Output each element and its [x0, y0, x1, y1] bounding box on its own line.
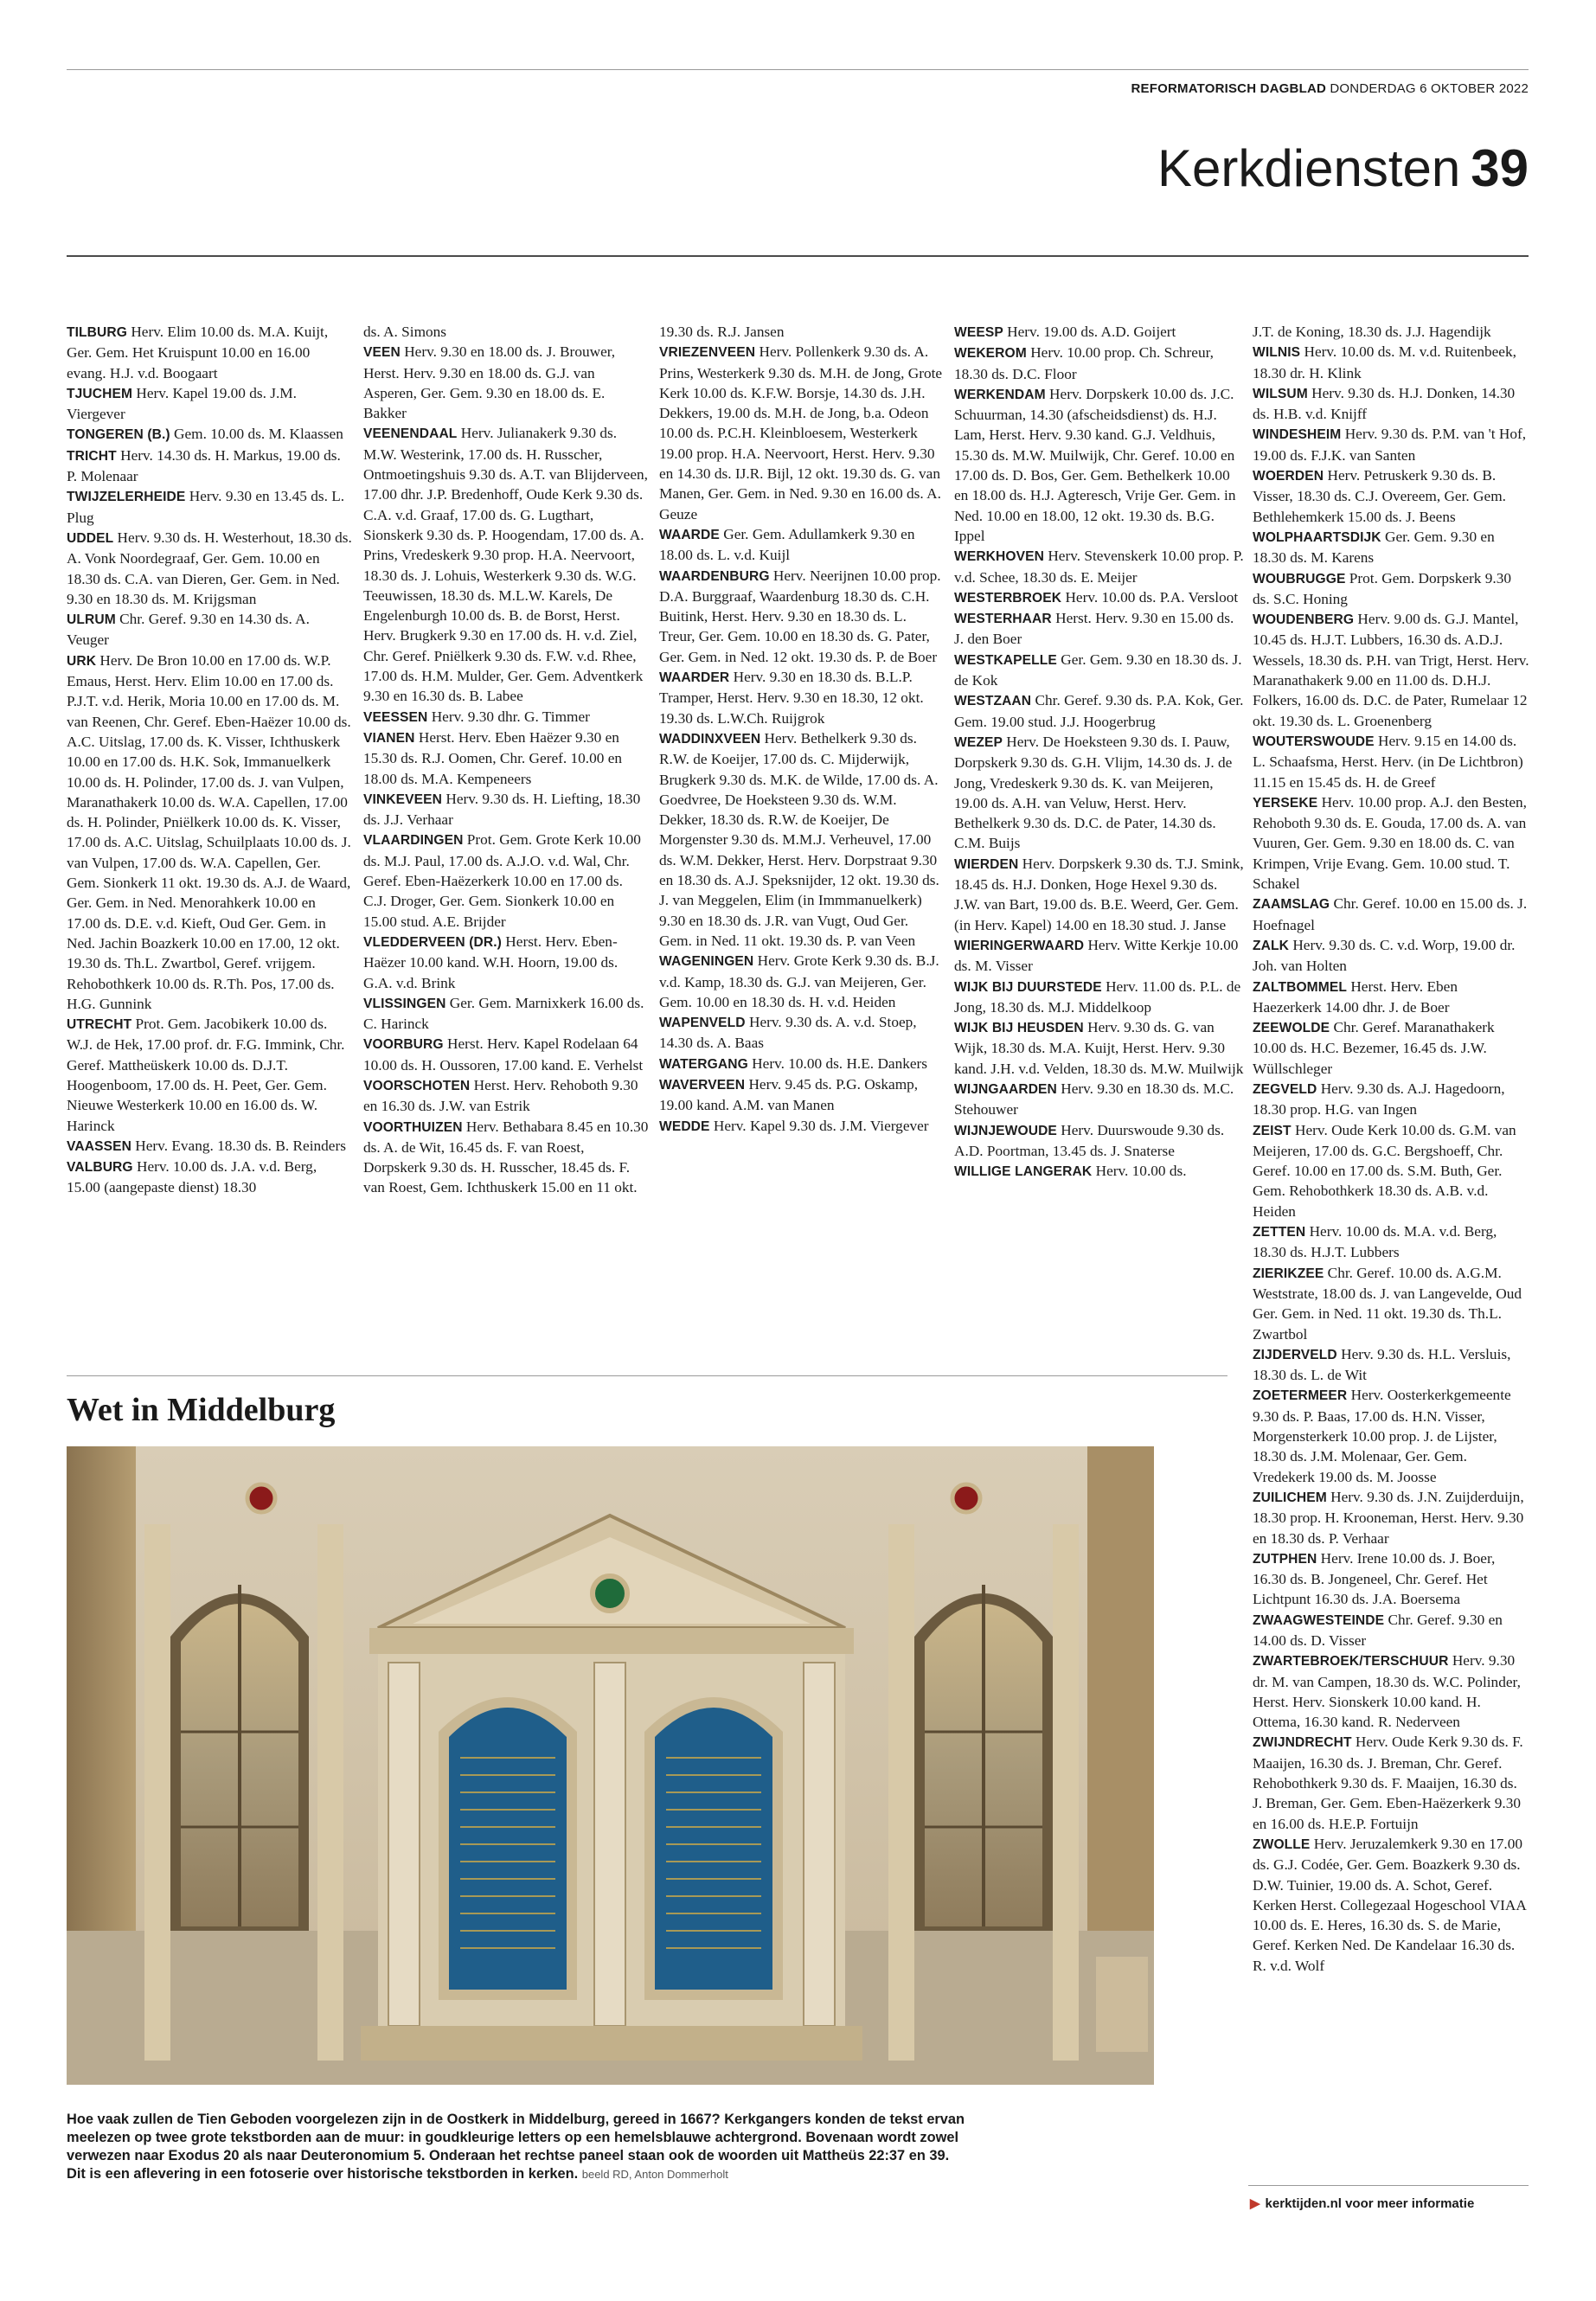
listing-place: VINKEVEEN [363, 792, 443, 807]
listing-place: VLEDDERVEEN (DR.) [363, 934, 502, 950]
listing-place: WOLPHAARTSDIJK [1253, 529, 1381, 545]
listing-text: Prot. Gem. Dorpskerk 9.30 ds. S.C. Honing [1253, 569, 1511, 607]
listing-entry [1253, 935, 1529, 977]
listing-place: WADDINXVEEN [659, 731, 761, 747]
listing-text: Chr. Geref. 9.30 en 14.30 ds. A. Veuger [67, 611, 310, 649]
listing-text: Herv. Oude Kerk 9.30 ds. F. Maaijen, 16.30 ds. J. Breman, Chr. Geref. Rehobothkerk 9.30 ds. F. Maaijen, 16.30 ds. J. Breman, Ger. Gem. Eben-Haëzerkerk 9.30 en 16.00 ds. H.E.P. Fortuijn [1253, 1734, 1523, 1832]
listing-place: WAGENINGEN [659, 954, 754, 970]
listing-place: UTRECHT [67, 1017, 132, 1033]
section-name: Kerkdiensten [1157, 139, 1461, 197]
listing-text: Herv. 10.00 prop. A.J. den Besten, Rehoboth 9.30 ds. E. Gouda, 17.00 ds. A. van Vuuren, Ger. Gem. 9.30 en 18.00 ds. C. van Krimpen, Vrije Evang. Gem. 10.00 stud. T. Schakel [1253, 793, 1527, 893]
listing-entry [1253, 1650, 1529, 1732]
listing-entry [1253, 1834, 1529, 1976]
listing-entry [363, 993, 649, 1035]
arrow-right-icon: ▶ [1250, 2196, 1260, 2211]
listing-entry [1253, 894, 1529, 935]
listing-entry [363, 322, 649, 342]
listing-text: Herv. Stevenskerk 10.00 prop. P. v.d. Schee, 18.30 ds. E. Meijer [954, 548, 1244, 586]
listing-text: Ger. Gem. Marnixkerk 16.00 ds. C. Harinck [363, 994, 644, 1033]
listing-place: VEEN [363, 345, 401, 361]
listing-entry [954, 322, 1244, 343]
listing-place: TILBURG [67, 325, 127, 340]
listing-text: Chr. Geref. Maranathakerk 10.00 ds. H.C. Bezemer, 16.45 ds. J.W. Wüllschleger [1253, 1019, 1495, 1077]
listing-entry [67, 1014, 352, 1136]
listing-place: ZEIST [1253, 1123, 1292, 1138]
listing-entry [363, 707, 649, 727]
listing-place: TRICHT [67, 448, 117, 464]
listing-place: WIERINGERWAARD [954, 938, 1085, 953]
listing-place: ZUILICHEM [1253, 1490, 1327, 1505]
listing-entry [1253, 1610, 1529, 1651]
listing-text: Herv. 9.30 en 13.45 ds. L. Plug [67, 488, 345, 526]
listing-place: WESTKAPELLE [954, 652, 1057, 668]
listing-text: Herst. Herv. Eben Haezerkerk 14.00 dhr. J. de Boer [1253, 977, 1458, 1016]
listing-entry [1253, 1079, 1529, 1120]
listing-place: WEZEP [954, 734, 1003, 750]
listing-place: WOUDENBERG [1253, 612, 1355, 628]
listing-place: VOORSCHOTEN [363, 1078, 471, 1093]
listing-entry [67, 528, 352, 609]
top-rule [67, 69, 1529, 70]
listing-entry [659, 322, 945, 342]
listing-text: Herv. Kapel 19.00 ds. J.M. Viergever [67, 384, 297, 423]
listing-entry [659, 342, 945, 524]
listing-text: 19.30 ds. R.J. Jansen [659, 324, 785, 340]
listing-text: Herv. Pollenkerk 9.30 ds. A. Prins, Westerkerk 9.30 ds. M.H. de Jong, Grote Kerk 10.00 ds. K.F.W. Borsje, 14.30 ds. J.H. Dekkers, 19.00 ds. M.H. de Jong, b.a. Odeon 10.00 ds. P.C.H. Kleinbloesem, Westerkerk 19.00 prop. H.A. Neervoort, Herst. Herv. 9.30 en 14.30 ds. IJ.R. Bijl, 12 okt. 19.30 ds. G. van Manen, Ger. Gem. in Ned. 9.30 en 16.00 ds. A. Geuze [659, 343, 943, 522]
listing-entry [1253, 1263, 1529, 1344]
listing-text: Herv. Elim 10.00 ds. M.A. Kuijt, Ger. Gem. Het Kruispunt 10.00 en 16.00 evang. H.J. v.d. Boogaart [67, 324, 329, 381]
listing-text: Herv. 9.30 en 18.30 ds. M.C. Stehouwer [954, 1080, 1234, 1118]
listing-text: Herst. Herv. Eben Haëzer 9.30 en 15.30 ds. R.J. Oomen, Chr. Geref. 10.00 en 18.00 ds. M.A. Kempeneers [363, 728, 623, 787]
listing-text: Herst. Herv. 9.30 en 15.00 ds. J. den Boer [954, 610, 1234, 648]
listing-entry [67, 609, 352, 651]
listing-text: Herv. Jeruzalemkerk 9.30 en 17.00 ds. G.J. Codée, Ger. Gem. Boazkerk 9.30 ds. D.W. Tuinier, 19.00 ds. A. Schot, Geref. Kerken Herst. Collegezaal Hogeschool VIAA 10.00 ds. E. Heres, 16.30 ds. S. de Marie, Geref. Kerken Ned. De Kandelaar 16.30 ds. R. v.d. Wolf [1253, 1835, 1526, 1974]
listing-entry [1253, 424, 1529, 465]
listing-entry [1253, 383, 1529, 425]
listing-place: VLAARDINGEN [363, 833, 464, 849]
listing-place: WOUTERSWOUDE [1253, 734, 1375, 749]
listing-entry [67, 424, 352, 445]
listing-entry [1253, 1120, 1529, 1221]
page-number: 39 [1471, 139, 1529, 197]
listing-text: Herv. Kapel 9.30 ds. J.M. Viergever [713, 1117, 929, 1134]
listing-place: WEESP [954, 325, 1003, 340]
listing-entry [363, 789, 649, 830]
listing-text: Gem. 10.00 ds. M. Klaassen [174, 426, 343, 443]
listing-place: ZEEWOLDE [1253, 1021, 1330, 1036]
listing-entry [659, 728, 945, 951]
listing-text: Herv. 9.30 ds. C. v.d. Worp, 19.00 dr. Joh. van Holten [1253, 936, 1516, 975]
listing-entry [67, 1136, 352, 1157]
listing-entry [659, 951, 945, 1012]
listing-entry [1253, 1385, 1529, 1486]
listing-place: VOORBURG [363, 1037, 444, 1053]
listing-entry [659, 1116, 945, 1137]
listing-place: ZWIJNDRECHT [1253, 1735, 1352, 1751]
listing-place: VALBURG [67, 1160, 133, 1176]
section-title [1157, 138, 1529, 198]
listing-text: Herv. 9.30 dhr. G. Timmer [431, 708, 590, 725]
listing-entry [659, 566, 945, 667]
listing-place: WIJK BIJ DUURSTEDE [954, 979, 1102, 995]
listing-text: Herv. 9.30 dr. M. van Campen, 18.30 ds. W.C. Polinder, Herst. Herv. Sionskerk 10.00 kand. H. Ottema, 16.30 kand. R. Nederveen [1253, 1652, 1521, 1731]
listing-text: Herv. 9.15 en 14.00 ds. L. Schaafsma, Herst. Herv. (in De Lichtbron) 11.15 en 15.45 ds. H. de Greef [1253, 732, 1523, 791]
listing-text: Herv. 9.30 en 18.30 ds. B.L.P. Tramper, Herst. Herv. 9.30 en 18.30, 12 okt. 19.30 ds. L.W.Ch. Ruijgrok [659, 669, 924, 727]
listing-place: ZWOLLE [1253, 1836, 1311, 1852]
listing-place: ZETTEN [1253, 1225, 1306, 1240]
listing-place: VIANEN [363, 730, 415, 746]
listing-place: WOUBRUGGE [1253, 571, 1346, 586]
listing-place: ZWARTEBROEK/TERSCHUUR [1253, 1654, 1449, 1670]
listing-column-3 [659, 322, 945, 1137]
listing-place: WIJK BIJ HEUSDEN [954, 1021, 1084, 1036]
listing-text: Herv. 9.30 ds. G. van Wijk, 18.30 ds. M.A. Kuijt, Herst. Herv. 9.30 kand. J.H. v.d. Velden, 18.30 ds. M.W. Muilwijk [954, 1019, 1244, 1077]
listing-column-2 [363, 322, 649, 1198]
photo-caption [67, 2111, 1018, 2183]
listing-text: Herv. 9.30 ds. H.J. Donken, 14.30 ds. H.B. v.d. Knijff [1253, 384, 1516, 423]
listing-place: WIJNGAARDEN [954, 1081, 1057, 1097]
listing-entry [1253, 1487, 1529, 1548]
listing-entry [1253, 792, 1529, 894]
listing-place: WILLIGE LANGERAK [954, 1164, 1093, 1180]
listing-entry [67, 651, 352, 1014]
caption-text: Hoe vaak zullen de Tien Geboden voorgelezen zijn in de Oostkerk in Middelburg, gereed in 1667? Kerkgangers konden de tekst ervan meelezen op twee grote tekstborden aan de muur: in goudkleurige letters op een hemelsblauwe achtergrond. Bovenaan wordt zowel verwezen naar Exodus 20 als naar Deuteronomium 5. Onderaan het rechtse paneel staan ook de woorden uit Mattheüs 22:37 en 39. [67, 2112, 965, 2163]
listing-column-1 [67, 322, 352, 1198]
listing-text: Herv. 9.30 ds. A.J. Hagedoorn, 18.30 prop. H.G. van Ingen [1253, 1080, 1505, 1118]
listing-place: WERKENDAM [954, 387, 1046, 402]
listing-text: Herv. 9.30 ds. J.N. Zuijderduijn, 18.30 prop. H. Krooneman, Herst. Herv. 9.30 en 18.30 ds. P. Verhaar [1253, 1488, 1524, 1547]
listing-entry [954, 608, 1244, 650]
listing-text: Herv. Neerijnen 10.00 prop. D.A. Burggraaf, Waardenburg 18.30 ds. C.H. Buitink, Herst. Herv. 9.30 en 18.30 ds. L. Treur, Ger. Gem. 10.00 en 18.30 ds. G. Pater, Ger. Gem. in Ned. 12 okt. 19.30 ds. P. de Boer [659, 567, 941, 665]
listing-place: ZIJDERVELD [1253, 1347, 1337, 1362]
listing-text: Herv. Irene 10.00 ds. J. Boer, 16.30 ds. B. Jongeneel, Chr. Geref. Het Lichtpunt 16.30 ds. J.A. Boersema [1253, 1549, 1496, 1608]
listing-place: TJUCHEM [67, 386, 133, 401]
listing-text: Herv. Bethelkerk 9.30 ds. R.W. de Koeijer, 17.00 ds. C. Mijderwijk, Brugkerk 9.30 ds. M.K. de Wilde, 17.00 ds. A. Goedvree, De Hoeksteen 9.30 ds. W.M. Dekker, 18.30 ds. R.W. de Koeijer, De Morgenster 9.30 ds. M.M.J. Verheuvel, 17.00 ds. W.M. Dekker, Herst. Herv. Dorpstraat 9.30 en 18.30 ds. A.J. Speksnijder, 12 okt. 19.30 ds. J. van Meggelen, Elim (in Immmanuelkerk) 9.30 en 18.30 ds. J.R. van Vugt, Oud Ger. Gem. in Ned. 11 okt. 19.30 ds. P. van Veen [659, 729, 939, 949]
listing-place: TONGEREN (B.) [67, 427, 170, 443]
listing-text: Herv. 14.30 ds. H. Markus, 19.00 ds. P. Molenaar [67, 446, 341, 485]
listing-entry [954, 1079, 1244, 1120]
listing-place: WAARDENBURG [659, 568, 770, 584]
listing-place: UDDEL [67, 530, 114, 546]
listing-entry [954, 690, 1244, 732]
issue-date: DONDERDAG 6 OKTOBER 2022 [1330, 81, 1529, 96]
listing-text: Herv. Evang. 18.30 ds. B. Reinders [135, 1137, 346, 1154]
listing-text: Prot. Gem. Jacobikerk 10.00 ds. W.J. de Hek, 17.00 prof. dr. F.G. Immink, Chr. Geref. Mattheüskerk 10.00 ds. D.J.T. Hoogenboom, 17.00 ds. H. Peet, Ger. Gem. Nieuwe Westerkerk 10.00 en 16.00 ds. W. Harinck [67, 1016, 345, 1134]
listing-text: Herv. 10.00 ds. P.A. Versloot [1065, 588, 1239, 606]
listing-text: Herv. Petruskerk 9.30 ds. B. Visser, 18.30 ds. C.J. Overeem, Ger. Gem. Bethlehemkerk 15.00 ds. J. Beens [1253, 467, 1506, 525]
listing-entry [1253, 1548, 1529, 1610]
listing-entry [954, 650, 1244, 691]
listing-entry [1253, 322, 1529, 342]
listing-entry [954, 732, 1244, 854]
listing-text: Herv. 11.00 ds. P.L. de Jong, 18.30 ds. M.J. Middelkoop [954, 977, 1241, 1016]
photo-credit: beeld RD, Anton Dommerholt [581, 2168, 728, 2181]
listing-place: WILSUM [1253, 386, 1308, 401]
listing-entry [1253, 568, 1529, 610]
listing-text: Herst. Herv. Rehoboth 9.30 en 16.30 ds. J.W. van Estrik [363, 1076, 638, 1115]
listing-text: Chr. Geref. 9.30 en 14.00 ds. D. Visser [1253, 1611, 1503, 1649]
listing-entry [954, 587, 1244, 608]
listing-text: Herv. Oosterkerkgemeente 9.30 ds. P. Baas, 17.00 ds. H.N. Visser, Morgensterkerk 10.00 prop. J. de Lijster, 18.30 ds. J.M. Molenaar, Ger. Gem. Vredekerk 19.00 ds. M. Joosse [1253, 1387, 1511, 1485]
listing-text: Herv. De Bron 10.00 en 17.00 ds. W.P. Emaus, Herst. Herv. Elim 10.00 en 17.00 ds. P.J.T. v.d. Herik, Moria 10.00 en 17.00 ds. M. van Reenen, Chr. Geref. Eben-Haëzer 10.00 ds. A.C. Uitslag, 17.00 ds. K. Visser, Ichthuskerk 10.00 en 17.00 ds. H.K. Sok, Immanuelkerk 10.00 ds. H. Polinder, 17.00 ds. J. van Vulpen, Maranathakerk 10.00 ds. W.A. Capellen, 17.00 ds. H. Polinder, Pniëlkerk 10.00 ds. K. Visser, 17.00 ds. A.C. Uitslag, Schuilplaats 10.00 ds. J. van Vulpen, 17.00 ds. W.A. Capellen, Ger. Gem. Sionkerk 11 okt. 19.30 ds. A.J. de Waard, Ger. Gem. in Ned. Menorahkerk 10.00 en 17.00 ds. D.E. v.d. Kieft, Oud Ger. Gem. in Ned. Jachin Boazkerk 10.00 en 17.00, 12 okt. 19.30 ds. Th.L. Zwartbol, Geref. vrijgem. Rehobothkerk 10.00 ds. R.Th. Pos, 17.00 ds. H.G. Gunnink [67, 651, 351, 1012]
listing-place: ZIERIKZEE [1253, 1266, 1324, 1281]
listing-entry [1253, 527, 1529, 568]
listing-text: Chr. Geref. 10.00 ds. A.G.M. Weststrate, 18.00 ds. J. van Langevelde, Oud Ger. Gem. in Ned. 11 okt. 19.30 ds. Th.L. Zwartbol [1253, 1264, 1522, 1343]
listing-entry [659, 524, 945, 566]
footer-link-text: kerktijden.nl voor meer informatie [1265, 2196, 1475, 2211]
listing-place: WESTERHAAR [954, 612, 1052, 627]
listing-place: WIERDEN [954, 856, 1019, 872]
listing-text: ds. A. Simons [363, 324, 447, 340]
listing-place: WESTERBROEK [954, 590, 1062, 606]
listing-place: ZWAAGWESTEINDE [1253, 1612, 1385, 1628]
listing-text: Herv. Witte Kerkje 10.00 ds. M. Visser [954, 936, 1239, 975]
listing-text: Herv. 9.30 ds. H. Westerhout, 18.30 ds. A. Vonk Noordegraaf, Ger. Gem. 10.00 en 18.30 ds. C.A. van Dieren, Ger. Gem. in Ned. 9.30 en 18.30 ds. M. Krijgsman [67, 529, 352, 607]
listing-place: WEDDE [659, 1118, 710, 1134]
listing-entry [659, 1012, 945, 1054]
listing-place: URK [67, 653, 97, 669]
listing-text: Herv. 9.45 ds. P.G. Oskamp, 19.00 kand. A.M. van Manen [659, 1075, 919, 1114]
listing-place: VRIEZENVEEN [659, 345, 756, 361]
listing-entry [954, 384, 1244, 546]
listing-place: WAPENVELD [659, 1016, 746, 1031]
listing-column-4 [954, 322, 1244, 1182]
listing-place: WATERGANG [659, 1056, 748, 1072]
listing-place: VLISSINGEN [363, 996, 446, 1011]
listing-entry [1253, 342, 1529, 383]
listing-entry [659, 1074, 945, 1116]
listing-entry [1253, 731, 1529, 792]
masthead-line [1131, 81, 1529, 96]
listing-text: Herv. 9.30 ds. A. v.d. Stoep, 14.30 ds. A. Baas [659, 1014, 917, 1052]
listing-entry [1253, 1732, 1529, 1833]
listing-entry [1253, 609, 1529, 731]
listing-place: WOERDEN [1253, 469, 1324, 484]
listing-text: Herv. Dorpskerk 10.00 ds. J.C. Schuurman, 14.30 (afscheidsdienst) ds. H.J. Lam, Herst. Herv. 9.30 kand. G.J. Veldhuis, 15.30 ds. M.W. Muilwijk, Chr. Geref. 10.00 en 17.00 ds. D. Bos, Ger. Gem. Bethelkerk 10.00 en 18.00 ds. H.J. Agteresch, Vrije Ger. Gem. in Ned. 10.00 en 18.00, 12 okt. 19.30 ds. B.G. Ippel [954, 385, 1236, 544]
listing-entry [954, 935, 1244, 977]
listing-text: Herv. De Hoeksteen 9.30 ds. I. Pauw, Dorpskerk 9.30 ds. G.H. Vlijm, 14.30 ds. J. de Jong, Vredeskerk 9.30 ds. K. van Meijeren, 19.00 ds. A.H. van Veluw, Herst. Herv. Bethelkerk 9.30 ds. D.C. de Pater, 14.30 ds. C.M. Buijs [954, 733, 1233, 852]
listing-place: ZALTBOMMEL [1253, 979, 1347, 995]
listing-text: Herst. Herv. Kapel Rodelaan 64 10.00 ds. H. Oussoren, 17.00 kand. E. Verhelst [363, 1035, 644, 1074]
listing-place: WAARDER [659, 670, 730, 686]
listing-text: Herv. Dorpskerk 9.30 ds. T.J. Smink, 18.45 ds. H.J. Donken, Hoge Hexel 9.30 ds. J.W. van Bart, 19.00 ds. B.E. Weerd, Ger. Gem. (in Herv. Kapel) 14.00 en 18.30 stud. J. Janse [954, 855, 1244, 933]
listing-entry [67, 486, 352, 528]
listing-place: VAASSEN [67, 1138, 131, 1154]
listing-text: Herv. Julianakerk 9.30 ds. M.W. Westerink, 17.00 ds. H. Russcher, Ontmoetingshuis 9.30 ds. A.T. van Blijderveen, 17.00 dhr. J.P. Bredenhoff, Oude Kerk 9.30 ds. C.A. v.d. Graaf, 17.00 ds. G. Lugthart, Sionskerk 9.30 ds. P. Hoogendam, 17.00 ds. A. Prins, Vredeskerk 9.30 prop. H.A. Neervoort, 18.30 ds. J. Lohuis, Westerkerk 9.30 ds. W.G. Teeuwissen, 18.30 ds. M.L.W. Karels, De Engelenburgh 10.00 ds. B. de Borst, Herst. Herv. Brugkerk 9.30 en 17.00 ds. H. v.d. Ziel, Chr. Geref. Pniëlkerk 9.30 ds. F.W. v.d. Rhee, 17.00 ds. H.M. Mulder, Ger. Gem. Adventkerk 9.30 en 16.30 ds. B. Labee [363, 425, 648, 705]
listing-entry [1253, 977, 1529, 1018]
listing-entry [363, 727, 649, 789]
listing-place: ZUTPHEN [1253, 1551, 1317, 1567]
listing-entry [954, 854, 1244, 935]
listing-text: Herv. Duurswoude 9.30 ds. A.D. Poortman, 13.45 ds. J. Snaterse [954, 1121, 1225, 1159]
listing-text: Herv. 19.00 ds. A.D. Goijert [1007, 324, 1176, 340]
listing-entry [363, 1075, 649, 1117]
listing-entry [1253, 1017, 1529, 1079]
listing-text: Herv. 9.30 ds. H. Liefting, 18.30 ds. J.J. Verhaar [363, 790, 641, 829]
listing-text: Herv. 10.00 ds. H.E. Dankers [752, 1054, 928, 1072]
listing-text: Herv. 9.30 en 18.00 ds. J. Brouwer, Herst. Herv. 9.30 en 18.00 ds. G.J. van Asperen, Ger. Gem. 9.30 en 18.00 ds. E. Bakker [363, 343, 616, 422]
article-rule [67, 1375, 1227, 1376]
listing-text: Herv. 10.00 ds. M.A. v.d. Berg, 18.30 ds. H.J.T. Lubbers [1253, 1223, 1497, 1261]
footer-link[interactable] [1250, 2195, 1474, 2211]
listing-text: Herst. Herv. Eben-Haëzer 10.00 kand. W.H. Hoorn, 19.00 ds. G.A. v.d. Brink [363, 933, 619, 991]
listing-entry [954, 977, 1244, 1018]
listing-place: VEESSEN [363, 709, 428, 725]
listing-place: WAARDE [659, 527, 720, 542]
listing-place: WAVERVEEN [659, 1077, 746, 1093]
listing-place: WEKEROM [954, 346, 1027, 362]
listing-place: WESTZAAN [954, 694, 1032, 709]
article-title: Wet in Middelburg [67, 1392, 336, 1428]
church-photo [67, 1446, 1154, 2085]
listing-column-5 [1253, 322, 1529, 1976]
footer-rule [1248, 2185, 1529, 2186]
listing-place: TWIJZELERHEIDE [67, 490, 186, 505]
listing-text: Herv. 10.00 prop. Ch. Schreur, 18.30 ds. D.C. Floor [954, 344, 1214, 382]
listing-entry [67, 1157, 352, 1198]
listing-place: ZALK [1253, 938, 1289, 953]
listing-entry [954, 343, 1244, 384]
section-rule [67, 255, 1529, 257]
listing-entry [954, 1017, 1244, 1079]
listing-text: Herv. 10.00 ds. [1095, 1163, 1187, 1180]
listing-entry [363, 342, 649, 423]
listing-place: WERKHOVEN [954, 549, 1044, 565]
listing-place: WINDESHEIM [1253, 427, 1342, 443]
listing-entry [954, 1120, 1244, 1162]
listing-entry [1253, 1221, 1529, 1263]
listing-entry [954, 1161, 1244, 1182]
listing-text: Herv. 9.30 ds. P.M. van 't Hof, 19.00 ds. F.J.K. van Santen [1253, 426, 1527, 464]
listing-place: YERSEKE [1253, 795, 1318, 811]
listing-place: VOORTHUIZEN [363, 1119, 463, 1135]
listing-entry [954, 546, 1244, 587]
paper-name: REFORMATORISCH DAGBLAD [1131, 81, 1327, 96]
listing-entry [659, 667, 945, 728]
listing-entry [67, 322, 352, 383]
listing-text: Herv. Bethabara 8.45 en 10.30 ds. A. de Wit, 16.45 ds. F. van Roest, Dorpskerk 9.30 ds. H. Russcher, 18.45 ds. F. van Roest, Gem. Ichthuskerk 15.00 en 11 okt. [363, 1118, 649, 1196]
listing-text: Ger. Gem. 9.30 en 18.30 ds. J. de Kok [954, 651, 1242, 689]
listing-text: Ger. Gem. 9.30 en 18.30 ds. M. Karens [1253, 528, 1495, 567]
listing-text: Prot. Gem. Grote Kerk 10.00 ds. M.J. Paul, 17.00 ds. A.J.O. v.d. Wal, Chr. Geref. Eben-Haëzerkerk 10.00 en 17.00 ds. C.J. Droger, Ger. Gem. Sionkerk 10.00 en 15.00 stud. A.E. Brijder [363, 831, 641, 930]
listing-entry [363, 423, 649, 706]
listing-entry [67, 383, 352, 425]
listing-place: VEENENDAAL [363, 426, 458, 442]
listing-entry [363, 830, 649, 931]
listing-text: Herv. 10.00 ds. M. v.d. Ruitenbeek, 18.30 dr. H. Klink [1253, 343, 1516, 381]
listing-place: WILNIS [1253, 345, 1301, 361]
listing-place: ZEGVELD [1253, 1081, 1317, 1097]
listing-entry [363, 1034, 649, 1075]
listing-place: ZAAMSLAG [1253, 897, 1330, 913]
listing-place: ULRUM [67, 612, 116, 628]
listing-text: Chr. Geref. 10.00 en 15.00 ds. J. Hoefnagel [1253, 895, 1528, 933]
listing-text: Herv. 10.00 ds. J.A. v.d. Berg, 15.00 (aangepaste dienst) 18.30 [67, 1158, 317, 1196]
listing-place: ZOETERMEER [1253, 1388, 1348, 1404]
listing-place: WIJNJEWOUDE [954, 1123, 1057, 1138]
listing-entry [67, 445, 352, 487]
listing-text: Herv. 9.00 ds. G.J. Mantel, 10.45 ds. H.J.T. Lubbers, 16.30 ds. A.D.J. Wessels, 18.30 ds. P.H. van Trigt, Herst. Herv. Maranathakerk 9.00 en 11.00 ds. D.H.J. Folkers, 16.00 ds. D.C. de Pater, Rumelaar 12 okt. 19.30 ds. L. Groenenberg [1253, 611, 1529, 729]
listing-entry [363, 932, 649, 993]
listing-text: Ger. Gem. Adullamkerk 9.30 en 18.00 ds. L. v.d. Kuijl [659, 525, 915, 564]
listing-entry [1253, 1344, 1529, 1386]
listing-text: Herv. Grote Kerk 9.30 ds. B.J. v.d. Kamp, 18.30 ds. G.J. van Meijeren, Ger. Gem. 10.00 en 18.30 ds. H. v.d. Heiden [659, 952, 939, 1010]
listing-text: Herv. 9.30 ds. H.L. Versluis, 18.30 ds. L. de Wit [1253, 1345, 1511, 1384]
listing-text: Herv. Oude Kerk 10.00 ds. G.M. van Meijeren, 17.00 ds. G.C. Bergshoeff, Chr. Geref. 10.00 en 17.00 ds. S.M. Buth, Ger. Gem. Rehobothkerk 18.30 ds. A.B. v.d. Heiden [1253, 1121, 1516, 1220]
listing-entry [659, 1054, 945, 1074]
listing-entry [363, 1117, 649, 1198]
listing-entry [1253, 465, 1529, 527]
series-note: Dit is een aflevering in een fotoserie over historische tekstborden in kerken. [67, 2166, 579, 2182]
listing-text: Chr. Geref. 9.30 ds. P.A. Kok, Ger. Gem. 19.00 stud. J.J. Hoogerbrug [954, 692, 1244, 730]
listing-text: J.T. de Koning, 18.30 ds. J.J. Hagendijk [1253, 324, 1491, 340]
